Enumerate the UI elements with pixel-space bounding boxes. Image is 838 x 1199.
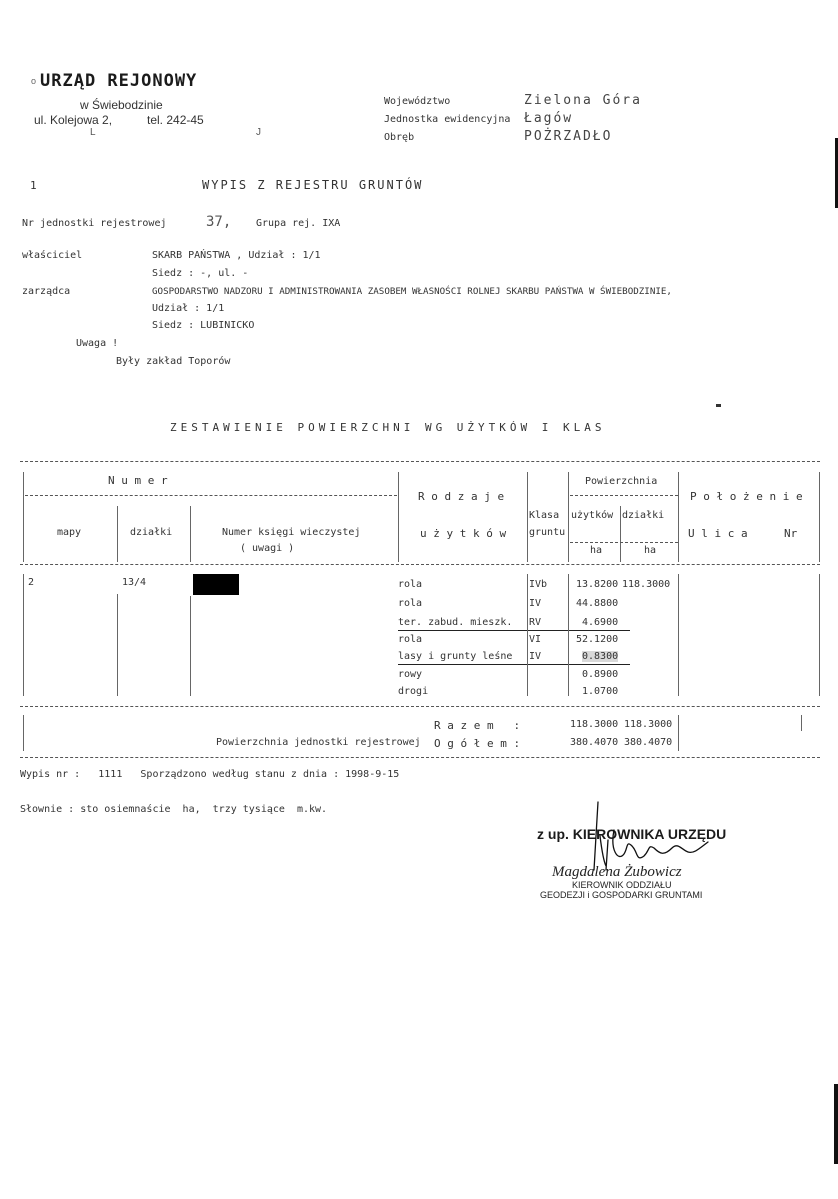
table-rule-rows bbox=[20, 706, 820, 707]
scan-edge-mark bbox=[834, 1084, 838, 1164]
table-rule-header bbox=[20, 564, 820, 565]
cell-rodzaj: rola bbox=[398, 598, 423, 609]
region-label-jednostka: Jednostka ewidencyjna bbox=[384, 114, 511, 125]
cell-klasa: VI bbox=[529, 634, 542, 645]
cell-pow: 0.8300 bbox=[582, 651, 619, 662]
cell-pow: 4.6900 bbox=[582, 617, 619, 628]
office-phone: tel. 242-45 bbox=[147, 113, 204, 127]
region-value-jednostka: Łagów bbox=[524, 111, 574, 126]
unit-label: Nr jednostki rejestrowej bbox=[22, 218, 167, 229]
area-in-words: Słownie : sto osiemnaście ha, trzy tysiące m.kw. bbox=[20, 804, 328, 815]
col-header-ha-2: ha bbox=[644, 545, 657, 556]
cell-pow: 0.8900 bbox=[582, 669, 619, 680]
cell-rodzaj: rowy bbox=[398, 669, 423, 680]
row-underline bbox=[398, 664, 630, 665]
stamp-line-4: GEODEZJI i GOSPODARKI GRUNTAMI bbox=[540, 890, 703, 900]
col-header-ha-1: ha bbox=[590, 545, 603, 556]
stamp-line-1: z up. KIEROWNIKA URZĘDU bbox=[537, 826, 727, 842]
unit-group: Grupa rej. IXA bbox=[256, 218, 341, 229]
cell-mapa: 2 bbox=[28, 577, 35, 588]
document-title: WYPIS Z REJESTRU GRUNTÓW bbox=[202, 178, 424, 192]
col-header-rodzaje: R o d z a j e bbox=[418, 490, 505, 503]
unit-number: 37, bbox=[206, 214, 232, 230]
cell-pow: 44.8800 bbox=[576, 598, 619, 609]
cell-rodzaj: lasy i grunty leśne bbox=[398, 651, 513, 662]
col-header-powierzchnia: Powierzchnia bbox=[585, 476, 658, 487]
office-address: ul. Kolejowa 2, bbox=[34, 113, 113, 127]
stamp-name: Magdalena Żubowicz bbox=[552, 864, 682, 880]
cell-pow: 52.1200 bbox=[576, 634, 619, 645]
manager-label: zarządca bbox=[22, 286, 71, 297]
office-name: URZĄD REJONOWY bbox=[40, 71, 198, 91]
col-header-klasa: Klasa bbox=[529, 510, 560, 521]
region-value-obreb: POŻRZADŁO bbox=[524, 129, 613, 144]
col-header-ulica: U l i c a bbox=[688, 527, 748, 540]
cell-rodzaj: drogi bbox=[398, 686, 429, 697]
summary-title: ZESTAWIENIE POWIERZCHNI WG UŻYTKÓW I KLAS bbox=[170, 421, 606, 434]
wypis-info: Wypis nr : 1111 Sporządzono według stanu z dnia : 1998-9-15 bbox=[20, 769, 400, 780]
col-header-polozenie: P o ł o ż e n i e bbox=[690, 490, 803, 503]
region-label-obreb: Obręb bbox=[384, 132, 415, 143]
manager-line-2: Udział : 1/1 bbox=[152, 303, 225, 314]
owner-line-2: Siedz : -, ul. - bbox=[152, 268, 249, 279]
ogolem-label: O g ó ł e m : bbox=[434, 737, 521, 750]
cell-klasa: IV bbox=[529, 598, 542, 609]
col-header-uwagi: ( uwagi ) bbox=[240, 543, 295, 554]
office-mark: o bbox=[31, 76, 37, 86]
col-header-pow-uzytkow: użytków bbox=[571, 510, 614, 521]
col-header-ksiega: Numer księgi wieczystej bbox=[222, 527, 361, 538]
cell-rodzaj: rola bbox=[398, 634, 423, 645]
cell-klasa: IVb bbox=[529, 579, 548, 590]
region-label-wojewodztwo: Województwo bbox=[384, 96, 451, 107]
note-text: Były zakład Toporów bbox=[116, 356, 231, 367]
owner-line-1: SKARB PAŃSTWA , Udział : 1/1 bbox=[152, 250, 321, 261]
razem-dzialki: 118.3000 bbox=[624, 719, 673, 730]
table-rule-bottom bbox=[20, 757, 820, 758]
ogolem-prefix: Powierzchnia jednostki rejestrowej bbox=[216, 737, 421, 748]
office-city: w Świebodzinie bbox=[80, 98, 163, 112]
handwritten-signature bbox=[580, 790, 720, 880]
ogolem-uzytkow: 380.4070 bbox=[570, 737, 619, 748]
note-label: Uwaga ! bbox=[76, 338, 119, 349]
razem-label: R a z e m : bbox=[434, 719, 521, 732]
cell-pow: 1.0700 bbox=[582, 686, 619, 697]
col-header-uzytkow: u ż y t k ó w bbox=[420, 527, 507, 540]
corner-mark-left: L bbox=[90, 127, 96, 138]
scan-speck bbox=[716, 404, 721, 407]
row-underline bbox=[398, 630, 630, 631]
page-number: 1 bbox=[30, 179, 37, 192]
cell-rodzaj: ter. zabud. mieszk. bbox=[398, 617, 513, 628]
col-header-numer: N u m e r bbox=[108, 474, 168, 487]
owner-label: właściciel bbox=[22, 250, 83, 261]
col-header-pow-dzialki: działki bbox=[622, 510, 665, 521]
cell-dzialka: 13/4 bbox=[122, 577, 147, 588]
col-header-mapy: mapy bbox=[57, 527, 82, 538]
cell-rodzaj: rola bbox=[398, 579, 423, 590]
col-header-nr: Nr bbox=[784, 527, 798, 540]
cell-dzialka-area: 118.3000 bbox=[622, 579, 671, 590]
manager-line-1: GOSPODARSTWO NADZORU I ADMINISTROWANIA ZASOBEM WŁASNOŚCI ROLNEJ SKARBU PAŃSTWA W ŚWIEBODZINIE, bbox=[152, 286, 672, 297]
redacted-ksiega-number bbox=[193, 574, 239, 595]
corner-mark-right: J bbox=[256, 127, 261, 138]
stamp-line-3: KIEROWNIK ODDZIAŁU bbox=[572, 880, 672, 890]
cell-pow: 13.8200 bbox=[576, 579, 619, 590]
manager-line-3: Siedz : LUBINICKO bbox=[152, 320, 255, 331]
cell-klasa: RV bbox=[529, 617, 542, 628]
col-header-gruntu: gruntu bbox=[529, 527, 566, 538]
ogolem-dzialki: 380.4070 bbox=[624, 737, 673, 748]
region-value-wojewodztwo: Zielona Góra bbox=[524, 93, 642, 108]
cell-klasa: IV bbox=[529, 651, 542, 662]
razem-uzytkow: 118.3000 bbox=[570, 719, 619, 730]
col-header-dzialki: działki bbox=[130, 527, 173, 538]
table-rule-top bbox=[20, 461, 820, 462]
